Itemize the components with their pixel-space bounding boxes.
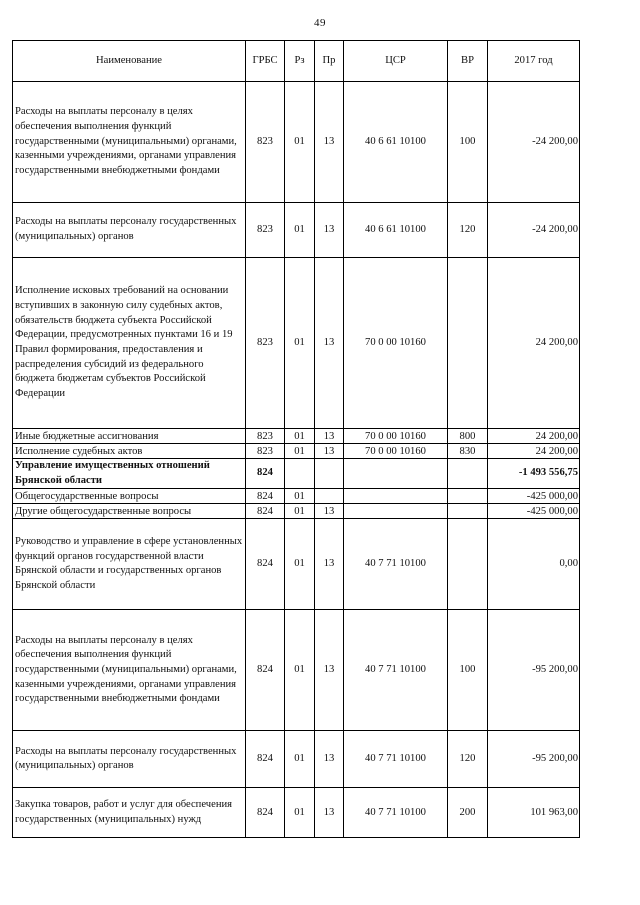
col-header-grbs: ГРБС — [246, 41, 285, 82]
table-row-department — [13, 459, 580, 489]
table-row — [13, 444, 580, 459]
row-pr: 13 — [315, 504, 344, 519]
col-header-csr: ЦСР — [344, 41, 448, 82]
col-header-rz: Рз — [285, 41, 315, 82]
row-vr — [448, 258, 488, 429]
row-rz: 01 — [285, 429, 315, 444]
row-pr: 13 — [315, 788, 344, 838]
row-pr: 13 — [315, 258, 344, 429]
row-amount: 24 200,00 — [488, 258, 580, 429]
col-header-year: 2017 год — [488, 41, 580, 82]
row-amount: 0,00 — [488, 519, 580, 610]
table-row — [13, 82, 580, 203]
row-rz: 01 — [285, 82, 315, 203]
row-amount: 24 200,00 — [488, 444, 580, 459]
row-grbs: 823 — [246, 429, 285, 444]
row-csr: 70 0 00 10160 — [344, 429, 448, 444]
row-csr: 40 6 61 10100 — [344, 82, 448, 203]
row-grbs: 823 — [246, 82, 285, 203]
row-csr: 70 0 00 10160 — [344, 444, 448, 459]
table-row — [13, 258, 580, 429]
row-grbs: 824 — [246, 610, 285, 731]
row-pr: 13 — [315, 731, 344, 788]
row-vr — [448, 459, 488, 489]
row-grbs: 823 — [246, 203, 285, 258]
row-rz: 01 — [285, 489, 315, 504]
row-amount: 101 963,00 — [488, 788, 580, 838]
row-rz: 01 — [285, 788, 315, 838]
row-grbs: 824 — [246, 489, 285, 504]
row-amount: -24 200,00 — [488, 82, 580, 203]
col-header-pr: Пр — [315, 41, 344, 82]
col-header-name: Наименование — [13, 41, 246, 82]
row-amount: -1 493 556,75 — [488, 459, 580, 489]
row-name: Исполнение исковых требований на основании вступивших в законную силу судебных актов, обязательств бюджета субъекта Российской Федерации, предусмотренных пунктами 16 и 19 Правил формирования, предоставления и распределения субсидий из федерального бюджета бюджетам субъектов Российской Федерации — [13, 258, 246, 429]
row-csr: 40 6 61 10100 — [344, 203, 448, 258]
table-row — [13, 519, 580, 610]
row-amount: -95 200,00 — [488, 731, 580, 788]
row-vr: 200 — [448, 788, 488, 838]
row-grbs: 824 — [246, 731, 285, 788]
row-name: Руководство и управление в сфере установленных функций органов государственной власти Брянской области и государственных органов Брянской области — [13, 519, 246, 610]
row-rz: 01 — [285, 258, 315, 429]
row-csr — [344, 504, 448, 519]
row-csr: 40 7 71 10100 — [344, 788, 448, 838]
page-number: 49 — [314, 17, 326, 29]
row-amount: -425 000,00 — [488, 489, 580, 504]
row-name: Расходы на выплаты персоналу государственных (муниципальных) органов — [13, 731, 246, 788]
row-pr — [315, 459, 344, 489]
row-rz: 01 — [285, 203, 315, 258]
row-csr: 40 7 71 10100 — [344, 731, 448, 788]
row-vr: 100 — [448, 82, 488, 203]
row-vr — [448, 489, 488, 504]
row-grbs: 823 — [246, 444, 285, 459]
row-rz: 01 — [285, 610, 315, 731]
row-rz: 01 — [285, 444, 315, 459]
row-rz: 01 — [285, 519, 315, 610]
table-row — [13, 203, 580, 258]
row-name: Исполнение судебных актов — [13, 444, 246, 459]
row-pr: 13 — [315, 519, 344, 610]
table-row — [13, 731, 580, 788]
row-rz: 01 — [285, 504, 315, 519]
row-vr — [448, 504, 488, 519]
row-grbs: 824 — [246, 504, 285, 519]
row-amount: 24 200,00 — [488, 429, 580, 444]
row-amount: -24 200,00 — [488, 203, 580, 258]
row-pr: 13 — [315, 203, 344, 258]
row-rz — [285, 459, 315, 489]
row-amount: -425 000,00 — [488, 504, 580, 519]
row-name: Закупка товаров, работ и услуг для обеспечения государственных (муниципальных) нужд — [13, 788, 246, 838]
row-csr — [344, 489, 448, 504]
table-row — [13, 429, 580, 444]
row-grbs: 824 — [246, 459, 285, 489]
row-name: Иные бюджетные ассигнования — [13, 429, 246, 444]
row-pr: 13 — [315, 610, 344, 731]
row-vr: 120 — [448, 203, 488, 258]
table-row — [13, 788, 580, 838]
row-amount: -95 200,00 — [488, 610, 580, 731]
table-row — [13, 504, 580, 519]
col-header-vr: ВР — [448, 41, 488, 82]
row-csr: 40 7 71 10100 — [344, 519, 448, 610]
row-vr: 100 — [448, 610, 488, 731]
row-vr: 800 — [448, 429, 488, 444]
row-name: Расходы на выплаты персоналу государственных (муниципальных) органов — [13, 203, 246, 258]
row-pr: 13 — [315, 444, 344, 459]
row-name: Управление имущественных отношений Брянской области — [13, 459, 246, 489]
table-row — [13, 489, 580, 504]
row-name: Расходы на выплаты персоналу в целях обеспечения выполнения функций государственными (муниципальными) органами, казенными учреждениями, органами управления государственными внебюджетными фондами — [13, 82, 246, 203]
row-pr — [315, 489, 344, 504]
row-grbs: 824 — [246, 519, 285, 610]
row-csr — [344, 459, 448, 489]
row-pr: 13 — [315, 82, 344, 203]
row-csr: 70 0 00 10160 — [344, 258, 448, 429]
row-grbs: 824 — [246, 788, 285, 838]
table-row — [13, 610, 580, 731]
row-name: Общегосударственные вопросы — [13, 489, 246, 504]
row-pr: 13 — [315, 429, 344, 444]
table-header-row — [13, 41, 580, 82]
row-csr: 40 7 71 10100 — [344, 610, 448, 731]
row-name: Другие общегосударственные вопросы — [13, 504, 246, 519]
row-vr: 830 — [448, 444, 488, 459]
budget-table — [12, 40, 580, 838]
row-grbs: 823 — [246, 258, 285, 429]
row-name: Расходы на выплаты персоналу в целях обеспечения выполнения функций государственными (муниципальными) органами, казенными учреждениями, органами управления государственными внебюджетными фондами — [13, 610, 246, 731]
row-vr: 120 — [448, 731, 488, 788]
row-rz: 01 — [285, 731, 315, 788]
row-vr — [448, 519, 488, 610]
